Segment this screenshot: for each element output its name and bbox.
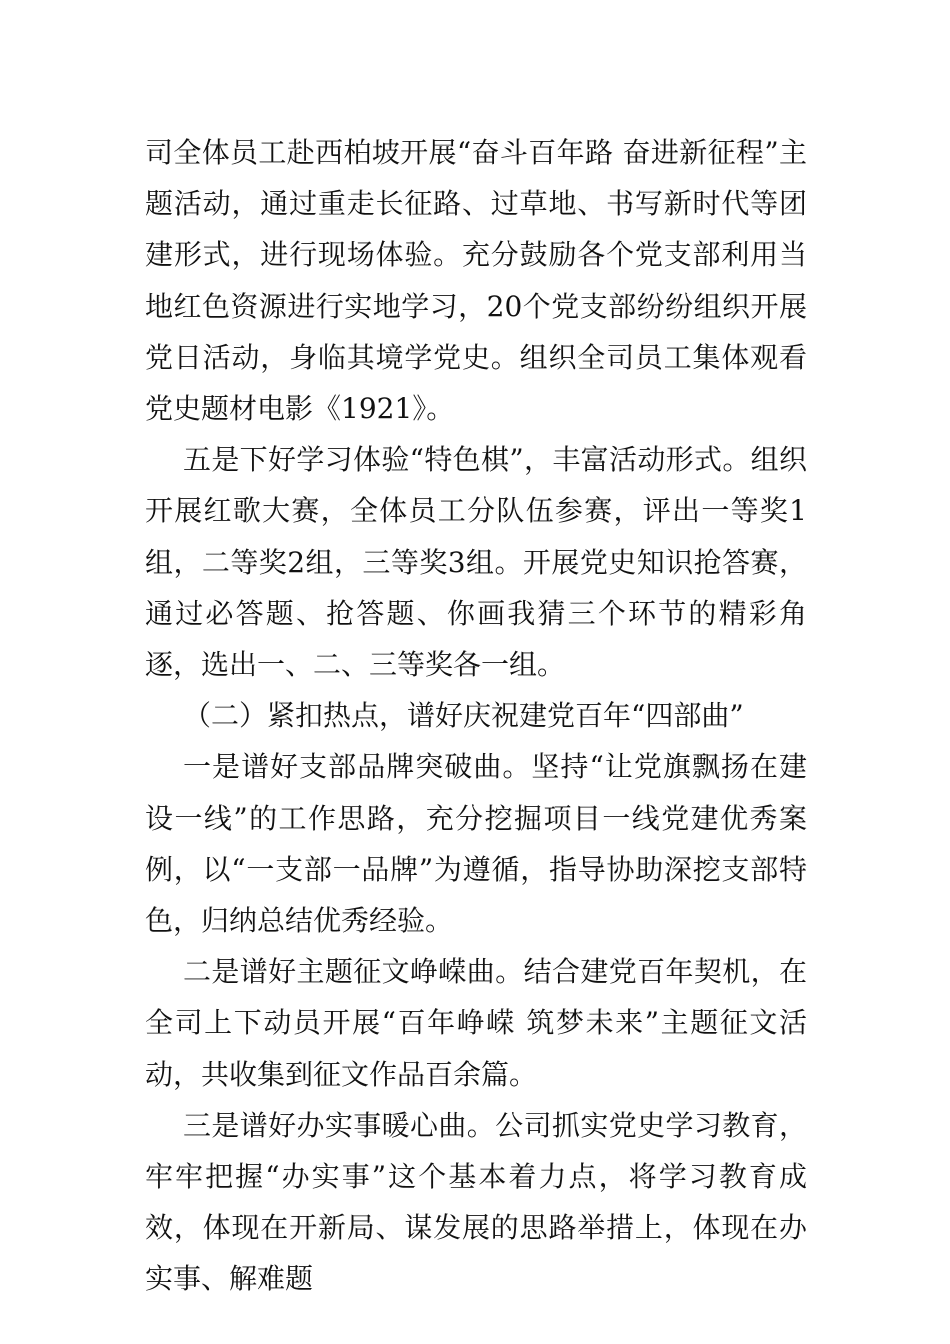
section-heading-two: （二）紧扣热点，谱好庆祝建党百年“四部曲” (183, 699, 744, 733)
document-body (145, 127, 807, 1305)
paragraph-branch-brand: 一是谱好支部品牌突破曲。坚持“让党旗飘扬在建设一线”的工作思路，充分挖掘项目一线党建优秀案例，以“一支部一品牌”为遵循，指导协助深挖支部特色，归纳总结优秀经验。 (145, 750, 807, 938)
paragraph-five-chess: 五是下好学习体验“特色棋”，丰富活动形式。组织开展红歌大赛，全体员工分队伍参赛，评出一等奖1组，二等奖2组，三等奖3组。开展党史知识抢答赛，通过必答题、抢答题、你画我猜三个环节的精彩角逐，选出一、二、三等奖各一组。 (145, 443, 807, 682)
paragraph-essay-contest: 二是谱好主题征文峥嵘曲。结合建党百年契机，在全司上下动员开展“百年峥嵘 筑梦未来”主题征文活动，共收集到征文作品百余篇。 (145, 955, 807, 1091)
paragraph-continuation: 司全体员工赴西柏坡开展“奋斗百年路 奋进新征程”主题活动，通过重走长征路、过草地、书写新时代等团建形式，进行现场体验。充分鼓励各个党支部利用当地红色资源进行实地学习，20个党支部纷纷组织开展党日活动，身临其境学党史。组织全司员工集体观看党史题材电影《1921》。 (145, 136, 807, 426)
paragraph-practical-deeds: 三是谱好办实事暖心曲。公司抓实党史学习教育，牢牢把握“办实事”这个基本着力点，将学习教育成效，体现在开新局、谋发展的思路举措上，体现在办实事、解难题 (145, 1108, 807, 1296)
